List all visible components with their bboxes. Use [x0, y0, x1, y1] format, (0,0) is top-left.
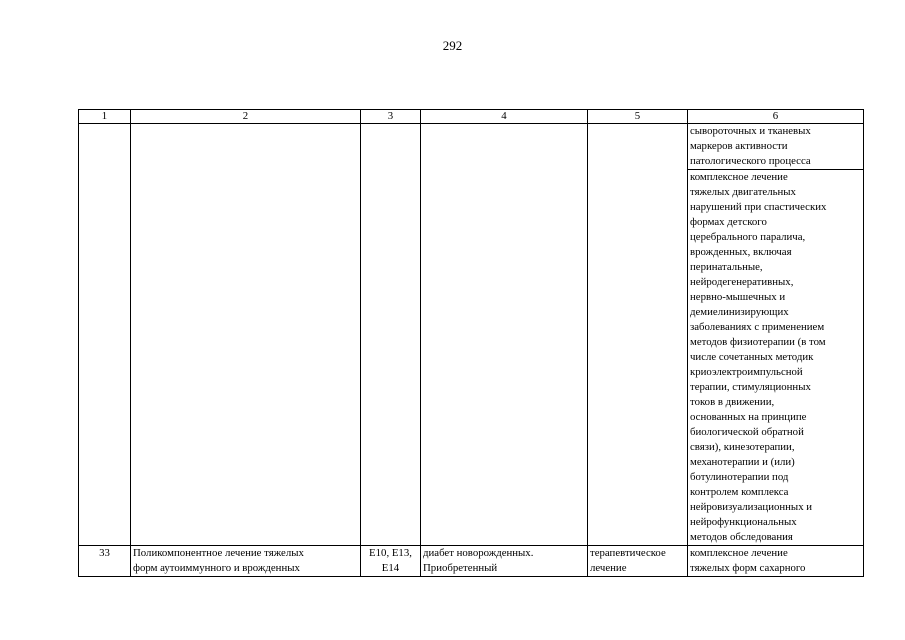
text-line: врожденных, включая	[690, 246, 792, 258]
text-line: ботулинотерапии под	[690, 471, 789, 483]
document-table	[78, 109, 864, 577]
header-cell: 5	[588, 110, 688, 124]
text-line: нейровизуализационных и	[690, 501, 813, 513]
treatment-type-text	[590, 546, 685, 576]
text-line: числе сочетанных методик	[690, 351, 814, 363]
text-line: E14	[381, 562, 400, 574]
table-row	[79, 546, 864, 577]
treatment-method-text	[690, 170, 861, 545]
text-line: механотерапии и (или)	[690, 456, 795, 468]
text-line: методов физиотерапии (в том	[690, 336, 826, 348]
header-cell: 1	[79, 110, 131, 124]
text-line: основанных на принципе	[690, 411, 807, 423]
text-line: комплексное лечение	[690, 547, 788, 559]
text-line: лечение	[590, 562, 627, 574]
text-line: маркеров активности	[690, 140, 788, 152]
text-line: E10, E13,	[369, 547, 412, 559]
text-line: церебрального паралича,	[690, 231, 806, 243]
text-line: методов обследования	[690, 531, 793, 543]
condition-text	[133, 546, 358, 576]
text-line: терапии, стимуляционных	[690, 381, 811, 393]
icd-code-cell	[361, 124, 421, 546]
text-line: контролем комплекса	[690, 486, 789, 498]
header-cell: 3	[361, 110, 421, 124]
text-line: заболеваниях с применением	[690, 321, 825, 333]
text-line: комплексное лечение	[690, 171, 788, 183]
text-line: нейродегенеративных,	[690, 276, 794, 288]
icd-code-cell	[361, 546, 421, 577]
text-line: Приобретенный	[423, 562, 498, 574]
text-line: криоэлектроимпульсной	[690, 366, 803, 378]
text-line: демиелинизирующих	[690, 306, 789, 318]
text-line: диабет новорожденных.	[423, 547, 534, 559]
text-line: сывороточных и тканевых	[690, 125, 811, 137]
text-line: нервно-мышечных и	[690, 291, 786, 303]
row-number-cell: 33	[79, 546, 131, 577]
patient-model-cell	[421, 546, 588, 577]
icd-code-text	[363, 546, 418, 576]
text-line: токов в движении,	[690, 396, 775, 408]
text-line: перинатальные,	[690, 261, 763, 273]
header-cell: 2	[131, 110, 361, 124]
text-line: биологической обратной	[690, 426, 804, 438]
header-cell: 4	[421, 110, 588, 124]
treatment-method-text	[690, 546, 861, 576]
text-line: тяжелых двигательных	[690, 186, 796, 198]
treatment-type-cell	[588, 546, 688, 577]
text-line: патологического процесса	[690, 155, 811, 167]
treatment-method-cell	[688, 170, 864, 546]
patient-model-text	[423, 546, 585, 576]
header-cell: 6	[688, 110, 864, 124]
treatment-type-cell	[588, 124, 688, 546]
condition-cell	[131, 124, 361, 546]
treatment-method-cell	[688, 546, 864, 577]
patient-model-cell	[421, 124, 588, 546]
page-number: 292	[442, 38, 463, 53]
treatment-method-text	[690, 124, 861, 169]
treatment-method-cell	[688, 124, 864, 170]
table-row	[79, 124, 864, 170]
text-line: формах детского	[690, 216, 767, 228]
table-header-row	[79, 110, 864, 124]
text-line: связи), кинезотерапии,	[690, 441, 795, 453]
text-line: терапевтическое	[590, 547, 666, 559]
text-line: Поликомпонентное лечение тяжелых	[133, 547, 304, 559]
row-number-cell	[79, 124, 131, 546]
text-line: нарушений при спастических	[690, 201, 827, 213]
text-line: форм аутоиммунного и врожденных	[133, 562, 300, 574]
text-line: тяжелых форм сахарного	[690, 562, 806, 574]
text-line: нейрофункциональных	[690, 516, 797, 528]
condition-cell	[131, 546, 361, 577]
